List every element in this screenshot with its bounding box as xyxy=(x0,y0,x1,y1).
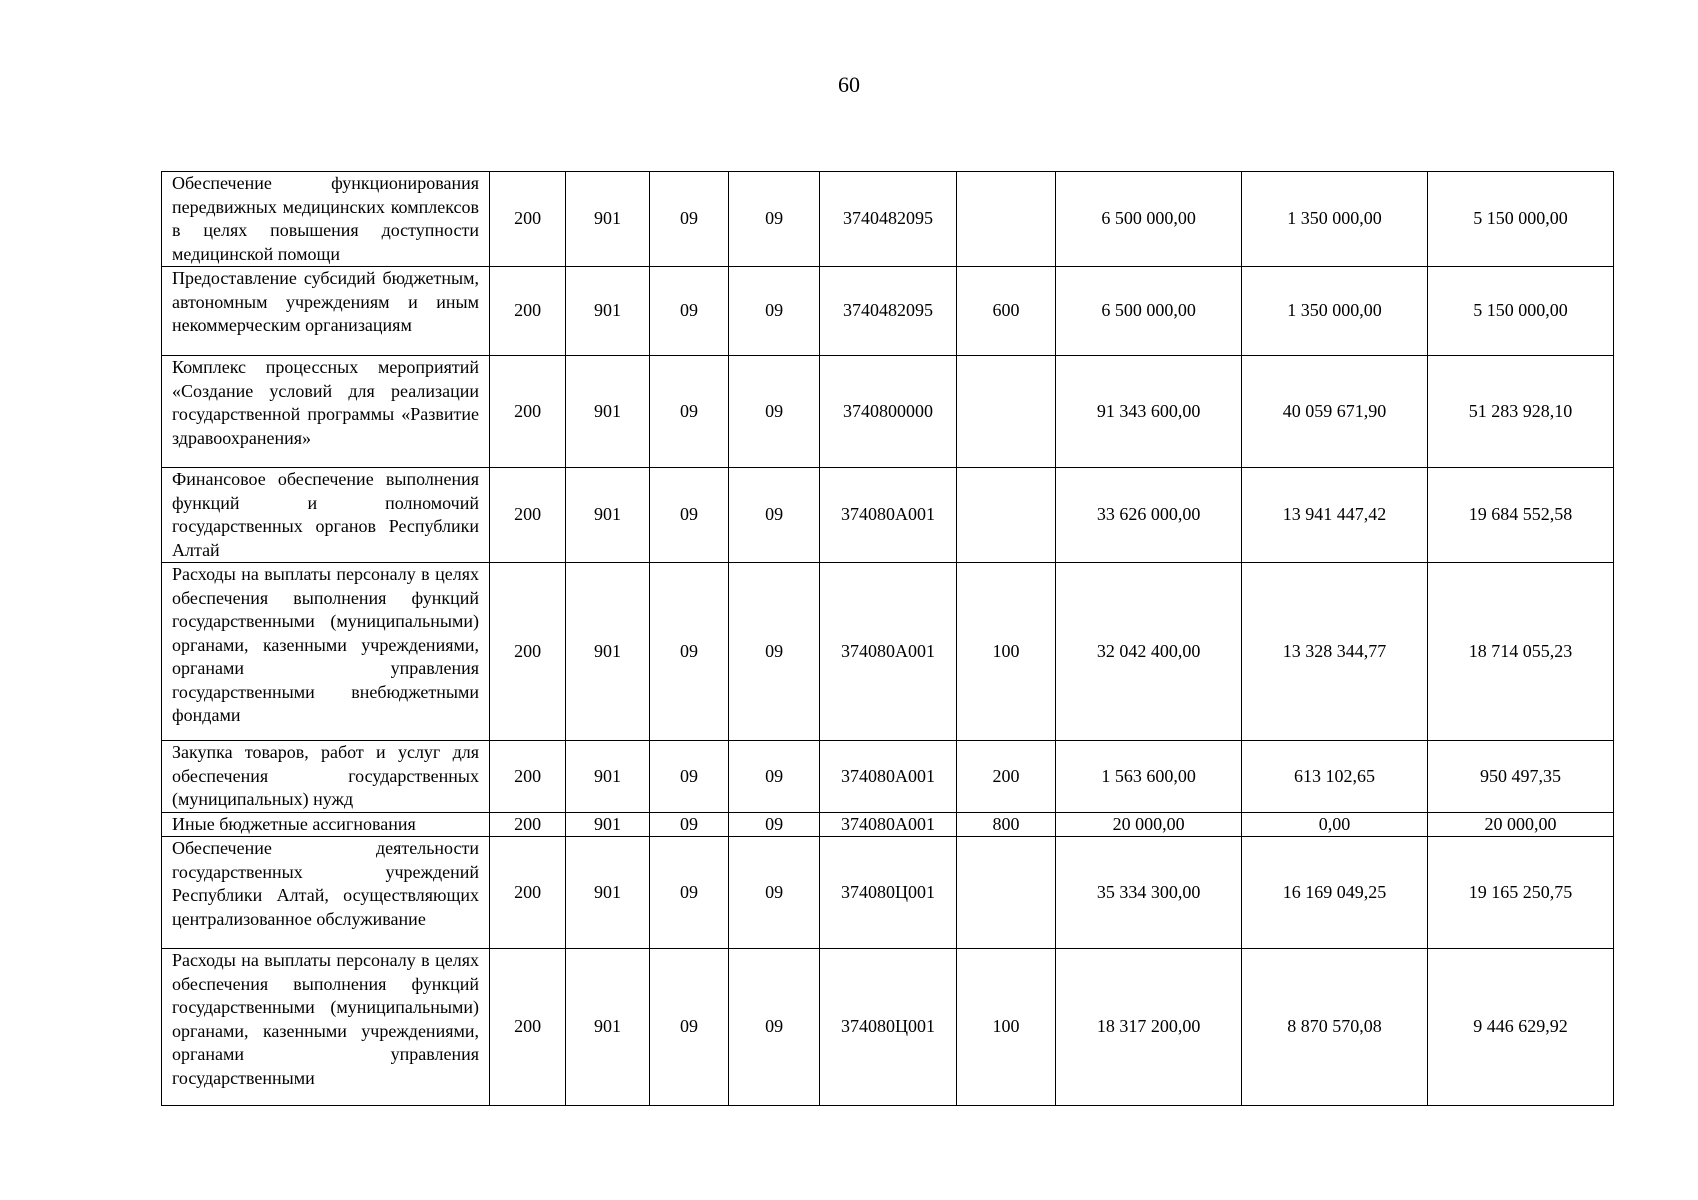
target-article-cell: 3740482095 xyxy=(820,172,957,267)
subsection-cell: 09 xyxy=(729,837,820,949)
expense-type-cell: 800 xyxy=(956,812,1055,837)
remaining-amount-cell: 51 283 928,10 xyxy=(1428,356,1614,468)
expense-type-cell xyxy=(956,172,1055,267)
executed-amount-cell: 13 328 344,77 xyxy=(1242,563,1428,741)
planned-amount-cell: 20 000,00 xyxy=(1056,812,1242,837)
remaining-amount-cell: 5 150 000,00 xyxy=(1428,172,1614,267)
planned-amount-cell: 33 626 000,00 xyxy=(1056,468,1242,563)
table-row xyxy=(162,172,1614,267)
code-cell: 200 xyxy=(490,949,566,1106)
planned-amount-cell: 6 500 000,00 xyxy=(1056,267,1242,356)
target-article-cell: 374080А001 xyxy=(820,741,957,813)
table-row xyxy=(162,563,1614,741)
section-cell: 09 xyxy=(649,356,728,468)
target-article-cell: 3740800000 xyxy=(820,356,957,468)
subsection-cell: 09 xyxy=(729,267,820,356)
planned-amount-cell: 35 334 300,00 xyxy=(1056,837,1242,949)
remaining-amount-cell: 19 684 552,58 xyxy=(1428,468,1614,563)
executed-amount-cell: 16 169 049,25 xyxy=(1242,837,1428,949)
executed-amount-cell: 13 941 447,42 xyxy=(1242,468,1428,563)
subsection-cell: 09 xyxy=(729,563,820,741)
grbs-cell: 901 xyxy=(566,356,650,468)
code-cell: 200 xyxy=(490,172,566,267)
subsection-cell: 09 xyxy=(729,949,820,1106)
grbs-cell: 901 xyxy=(566,949,650,1106)
expense-type-cell: 100 xyxy=(956,563,1055,741)
target-article-cell: 374080А001 xyxy=(820,812,957,837)
grbs-cell: 901 xyxy=(566,267,650,356)
row-name-cell: Закупка товаров, работ и услуг для обеспечения государственных (муниципальных) нужд xyxy=(162,741,490,813)
executed-amount-cell: 0,00 xyxy=(1242,812,1428,837)
grbs-cell: 901 xyxy=(566,172,650,267)
grbs-cell: 901 xyxy=(566,741,650,813)
planned-amount-cell: 6 500 000,00 xyxy=(1056,172,1242,267)
planned-amount-cell: 32 042 400,00 xyxy=(1056,563,1242,741)
target-article-cell: 374080А001 xyxy=(820,468,957,563)
section-cell: 09 xyxy=(649,837,728,949)
grbs-cell: 901 xyxy=(566,837,650,949)
table-row xyxy=(162,812,1614,837)
target-article-cell: 374080Ц001 xyxy=(820,837,957,949)
table-row xyxy=(162,837,1614,949)
row-name-cell: Обеспечение функционирования передвижных медицинских комплексов в целях повышения доступности медицинской помощи xyxy=(162,172,490,267)
expense-type-cell xyxy=(956,468,1055,563)
expense-type-cell xyxy=(956,356,1055,468)
section-cell: 09 xyxy=(649,172,728,267)
row-name-cell: Комплекс процессных мероприятий «Создание условий для реализации государственной программы «Развитие здравоохранения» xyxy=(162,356,490,468)
page-number: 60 xyxy=(838,72,860,97)
remaining-amount-cell: 9 446 629,92 xyxy=(1428,949,1614,1106)
row-name-cell: Финансовое обеспечение выполнения функций и полномочий государственных органов Республики Алтай xyxy=(162,468,490,563)
table-row xyxy=(162,356,1614,468)
executed-amount-cell: 1 350 000,00 xyxy=(1242,267,1428,356)
subsection-cell: 09 xyxy=(729,741,820,813)
budget-table xyxy=(161,171,1614,1106)
section-cell: 09 xyxy=(649,812,728,837)
table-row xyxy=(162,468,1614,563)
section-cell: 09 xyxy=(649,949,728,1106)
table-row xyxy=(162,949,1614,1106)
executed-amount-cell: 40 059 671,90 xyxy=(1242,356,1428,468)
table-body xyxy=(162,172,1614,1106)
expense-type-cell: 600 xyxy=(956,267,1055,356)
executed-amount-cell: 8 870 570,08 xyxy=(1242,949,1428,1106)
expense-type-cell: 200 xyxy=(956,741,1055,813)
code-cell: 200 xyxy=(490,267,566,356)
code-cell: 200 xyxy=(490,837,566,949)
target-article-cell: 374080А001 xyxy=(820,563,957,741)
row-name-cell: Предоставление субсидий бюджетным, автономным учреждениям и иным некоммерческим организациям xyxy=(162,267,490,356)
planned-amount-cell: 1 563 600,00 xyxy=(1056,741,1242,813)
subsection-cell: 09 xyxy=(729,468,820,563)
subsection-cell: 09 xyxy=(729,356,820,468)
expense-type-cell xyxy=(956,837,1055,949)
target-article-cell: 374080Ц001 xyxy=(820,949,957,1106)
table-row xyxy=(162,741,1614,813)
planned-amount-cell: 91 343 600,00 xyxy=(1056,356,1242,468)
target-article-cell: 3740482095 xyxy=(820,267,957,356)
section-cell: 09 xyxy=(649,563,728,741)
remaining-amount-cell: 18 714 055,23 xyxy=(1428,563,1614,741)
grbs-cell: 901 xyxy=(566,468,650,563)
code-cell: 200 xyxy=(490,812,566,837)
row-name-cell: Обеспечение деятельности государственных учреждений Республики Алтай, осуществляющих централизованное обслуживание xyxy=(162,837,490,949)
executed-amount-cell: 613 102,65 xyxy=(1242,741,1428,813)
remaining-amount-cell: 5 150 000,00 xyxy=(1428,267,1614,356)
code-cell: 200 xyxy=(490,356,566,468)
code-cell: 200 xyxy=(490,468,566,563)
grbs-cell: 901 xyxy=(566,563,650,741)
section-cell: 09 xyxy=(649,741,728,813)
row-name-cell: Расходы на выплаты персоналу в целях обеспечения выполнения функций государственными (муниципальными) органами, казенными учреждениями, органами управления государственными xyxy=(162,949,490,1106)
expense-type-cell: 100 xyxy=(956,949,1055,1106)
executed-amount-cell: 1 350 000,00 xyxy=(1242,172,1428,267)
table-row xyxy=(162,267,1614,356)
planned-amount-cell: 18 317 200,00 xyxy=(1056,949,1242,1106)
remaining-amount-cell: 20 000,00 xyxy=(1428,812,1614,837)
code-cell: 200 xyxy=(490,741,566,813)
section-cell: 09 xyxy=(649,267,728,356)
row-name-cell: Иные бюджетные ассигнования xyxy=(162,812,490,837)
row-name-cell: Расходы на выплаты персоналу в целях обеспечения выполнения функций государственными (муниципальными) органами, казенными учреждениями, органами управления государственными внебюджетными фондами xyxy=(162,563,490,741)
subsection-cell: 09 xyxy=(729,812,820,837)
subsection-cell: 09 xyxy=(729,172,820,267)
section-cell: 09 xyxy=(649,468,728,563)
grbs-cell: 901 xyxy=(566,812,650,837)
code-cell: 200 xyxy=(490,563,566,741)
remaining-amount-cell: 19 165 250,75 xyxy=(1428,837,1614,949)
remaining-amount-cell: 950 497,35 xyxy=(1428,741,1614,813)
